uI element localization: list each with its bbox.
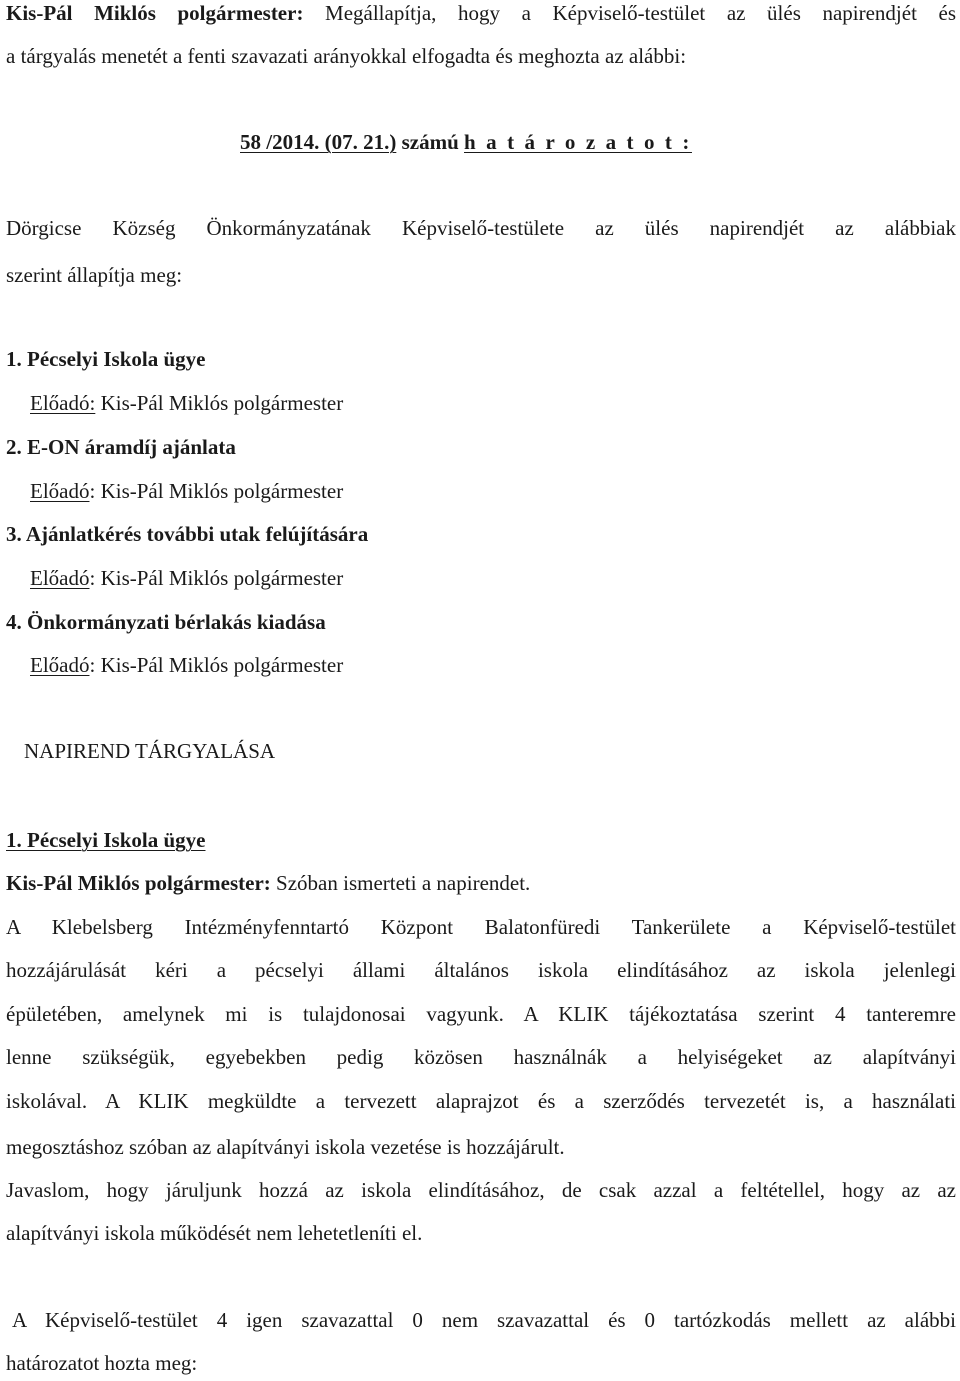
- presenter-name: Kis-Pál Miklós polgármester: [95, 391, 344, 415]
- item1-para1-line-3: épületében, amelynek mi is tulajdonosai vagyunk. A KLIK tájékoztatása szerint 4 tanteremre: [6, 1002, 956, 1026]
- presenter-label: Előadó: [30, 653, 90, 677]
- presenter-name: : Kis-Pál Miklós polgármester: [89, 653, 344, 677]
- presenter-label: Előadó:: [30, 391, 96, 415]
- item1-para1-line-4: lenne szükségük, egyebekben pedig közösen használnák a helyiségeket az alapítványi: [6, 1045, 956, 1069]
- presenter-label: Előadó: [30, 566, 90, 590]
- item1-para2-line-2: alapítványi iskola működését nem lehetetleníti el.: [6, 1221, 423, 1245]
- resolution-number: 58 /2014. (07. 21.): [240, 130, 397, 154]
- intro-text: Megállapítja, hogy a Képviselő-testület az ülés napirendjét és: [303, 1, 956, 25]
- item1-para1-line-1: A Klebelsberg Intézményfenntartó Központ Balatonfüredi Tankerülete a Képviselő-testület: [6, 915, 956, 939]
- item1-speaker-text: Szóban ismerteti a napirendet.: [270, 871, 531, 895]
- item1-vote-line-2: határozatot hozta meg:: [6, 1351, 198, 1375]
- agenda-item-3-presenter: [30, 565, 956, 591]
- item1-para2-line-1: Javaslom, hogy járuljunk hozzá az iskola elindításához, de csak azzal a feltétellel, hogy az az: [6, 1178, 956, 1202]
- resolution-heading: [240, 129, 956, 155]
- item1-title: 1. Pécselyi Iskola ügye: [6, 828, 206, 852]
- agenda-item-3-title: 3. Ajánlatkérés további utak felújítására: [6, 522, 369, 546]
- agenda-item-2-title: 2. E-ON áramdíj ajánlata: [6, 435, 236, 459]
- presenter-label: Előadó: [30, 479, 90, 503]
- agenda-item-2-presenter: [30, 478, 956, 504]
- intro-line-1: [6, 0, 956, 26]
- resolution-mid: számú: [396, 130, 464, 154]
- discussion-heading: NAPIREND TÁRGYALÁSA: [24, 739, 276, 763]
- item1-para1-line-5: iskolával. A KLIK megküldte a tervezett alaprajzot és a szerződés tervezetét is, a használati: [6, 1089, 956, 1113]
- item1-vote-line-1: A Képviselő-testület 4 igen szavazattal 0 nem szavazattal és 0 tartózkodás mellett az alábbi: [12, 1308, 956, 1332]
- agenda-item-1-presenter: [30, 390, 956, 416]
- resolution-word: h a t á r o z a t o t :: [464, 130, 692, 154]
- presenter-name: : Kis-Pál Miklós polgármester: [89, 479, 344, 503]
- agenda-item-4-presenter: [30, 652, 956, 678]
- resolution-text-line-2: szerint állapítja meg:: [6, 263, 183, 287]
- presenter-name: : Kis-Pál Miklós polgármester: [89, 566, 344, 590]
- intro-line-2: a tárgyalás menetét a fenti szavazati arányokkal elfogadta és meghozta az alábbi:: [6, 44, 687, 68]
- item1-speaker-line: [6, 870, 956, 896]
- intro-speaker: Kis-Pál Miklós polgármester:: [6, 1, 304, 25]
- resolution-text-line-1: Dörgicse Község Önkormányzatának Képviselő-testülete az ülés napirendjét az alábbiak: [6, 216, 956, 240]
- item1-para1-line-2: hozzájárulását kéri a pécselyi állami általános iskola elindításához az iskola jelenlegi: [6, 958, 956, 982]
- agenda-item-1-title: 1. Pécselyi Iskola ügye: [6, 347, 206, 371]
- item1-speaker: Kis-Pál Miklós polgármester:: [6, 871, 271, 895]
- agenda-item-4-title: 4. Önkormányzati bérlakás kiadása: [6, 610, 326, 634]
- item1-para1-line-6: megosztáshoz szóban az alapítványi iskola vezetése is hozzájárult.: [6, 1135, 565, 1159]
